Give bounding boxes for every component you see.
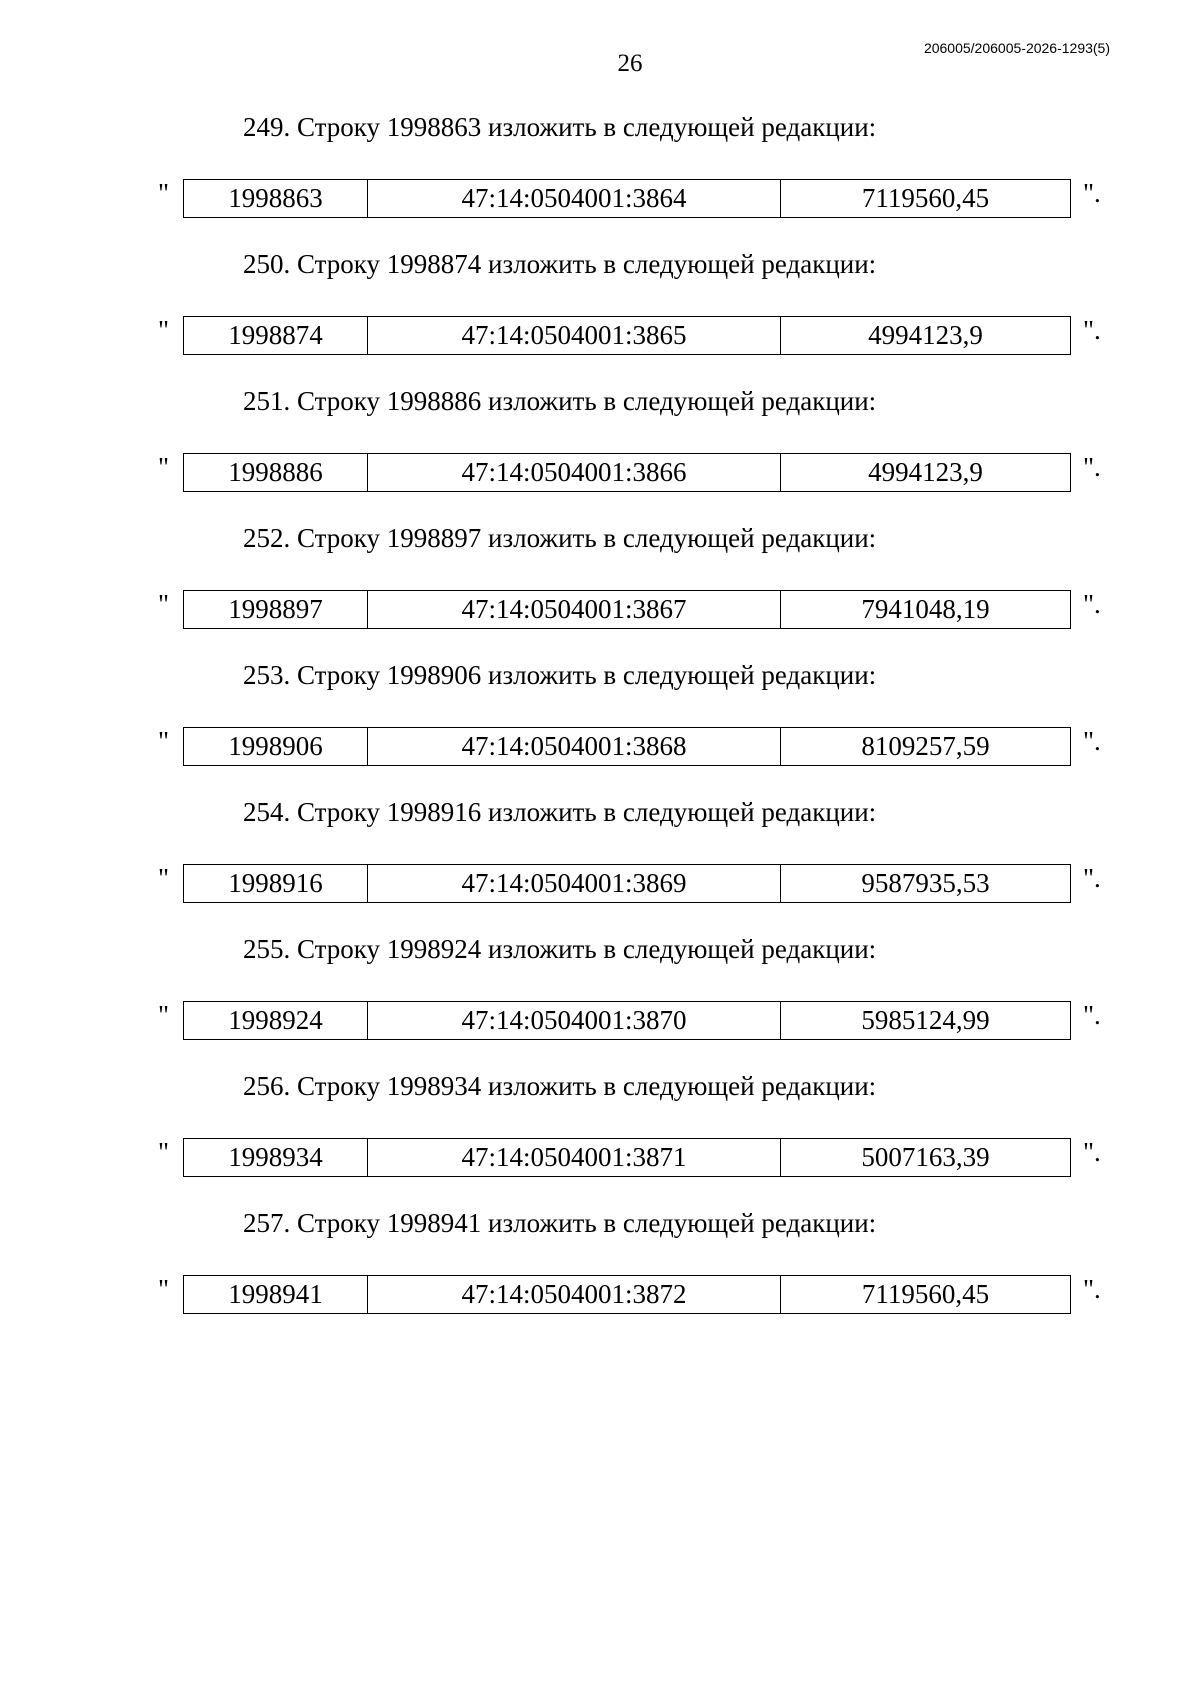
value-cell: 7941048,19 [861,594,990,624]
amendment-instruction: 256. Строку 1998934 изложить в следующей редакции: [243,1071,877,1101]
close-quote: ". [1083,589,1101,619]
close-quote: ". [1083,863,1101,893]
row-code-cell: 1998874 [184,317,368,354]
row-code-cell: 1998916 [184,865,368,902]
open-quote: " [158,452,170,482]
table-row [183,864,1071,903]
table-row [183,316,1071,355]
amendment-item [0,112,1200,249]
amendment-item [0,934,1200,1071]
quoted-row [158,453,1101,493]
row-code-cell: 1998941 [184,1276,368,1313]
value-cell: 4994123,9 [868,320,983,350]
close-quote: ". [1083,178,1101,208]
amendment-item [0,1071,1200,1208]
cadastral-number-cell: 47:14:0504001:3871 [368,1139,781,1176]
close-quote: ". [1083,1137,1101,1167]
table-row [183,179,1071,218]
value-cell: 5985124,99 [861,1005,990,1035]
amendment-instruction: 255. Строку 1998924 изложить в следующей редакции: [243,934,877,964]
cadastral-number-cell: 47:14:0504001:3870 [368,1002,781,1039]
cadastral-number-cell: 47:14:0504001:3869 [368,865,781,902]
cadastral-number-cell: 47:14:0504001:3867 [368,591,781,628]
cadastral-number-cell: 47:14:0504001:3868 [368,728,781,765]
open-quote: " [158,863,170,893]
amendment-instruction: 254. Строку 1998916 изложить в следующей редакции: [243,797,877,827]
table-row [183,1138,1071,1177]
value-cell: 7119560,45 [861,183,990,213]
amendment-instruction: 251. Строку 1998886 изложить в следующей редакции: [243,386,877,416]
amendment-item [0,523,1200,660]
amendment-item [0,1208,1200,1345]
quoted-row [158,1275,1101,1315]
value-cell: 5007163,39 [861,1142,990,1172]
open-quote: " [158,1274,170,1304]
quoted-row [158,727,1101,767]
amendment-instruction: 257. Строку 1998941 изложить в следующей редакции: [243,1208,877,1238]
quoted-row [158,316,1101,356]
value-cell: 9587935,53 [861,868,990,898]
cadastral-number-cell: 47:14:0504001:3872 [368,1276,781,1313]
cadastral-number-cell: 47:14:0504001:3864 [368,180,781,217]
page-number: 26 [617,50,643,77]
quoted-row [158,864,1101,904]
close-quote: ". [1083,315,1101,345]
table-row [183,1001,1071,1040]
amendment-item [0,660,1200,797]
close-quote: ". [1083,452,1101,482]
table-row [183,727,1071,766]
row-code-cell: 1998863 [184,180,368,217]
cadastral-number-cell: 47:14:0504001:3865 [368,317,781,354]
amendment-instruction: 252. Строку 1998897 изложить в следующей редакции: [243,523,877,553]
row-code-cell: 1998897 [184,591,368,628]
table-row [183,453,1071,492]
value-cell: 8109257,59 [861,731,990,761]
amendment-instruction: 250. Строку 1998874 изложить в следующей редакции: [243,249,877,279]
open-quote: " [158,1000,170,1030]
document-code: 206005/206005-2026-1293(5) [923,40,1110,56]
value-cell: 7119560,45 [861,1279,990,1309]
close-quote: ". [1083,726,1101,756]
row-code-cell: 1998906 [184,728,368,765]
amendment-item [0,797,1200,934]
table-row [183,590,1071,629]
open-quote: " [158,589,170,619]
open-quote: " [158,178,170,208]
row-code-cell: 1998934 [184,1139,368,1176]
quoted-row [158,1001,1101,1041]
quoted-row [158,590,1101,630]
amendment-list [0,112,1200,1345]
amendment-item [0,386,1200,523]
table-row [183,1275,1071,1314]
open-quote: " [158,1137,170,1167]
amendment-instruction: 249. Строку 1998863 изложить в следующей редакции: [243,112,877,142]
amendment-instruction: 253. Строку 1998906 изложить в следующей редакции: [243,660,877,690]
amendment-item [0,249,1200,386]
open-quote: " [158,315,170,345]
open-quote: " [158,726,170,756]
close-quote: ". [1083,1274,1101,1304]
close-quote: ". [1083,1000,1101,1030]
quoted-row [158,179,1101,219]
value-cell: 4994123,9 [868,457,983,487]
quoted-row [158,1138,1101,1178]
row-code-cell: 1998924 [184,1002,368,1039]
row-code-cell: 1998886 [184,454,368,491]
cadastral-number-cell: 47:14:0504001:3866 [368,454,781,491]
